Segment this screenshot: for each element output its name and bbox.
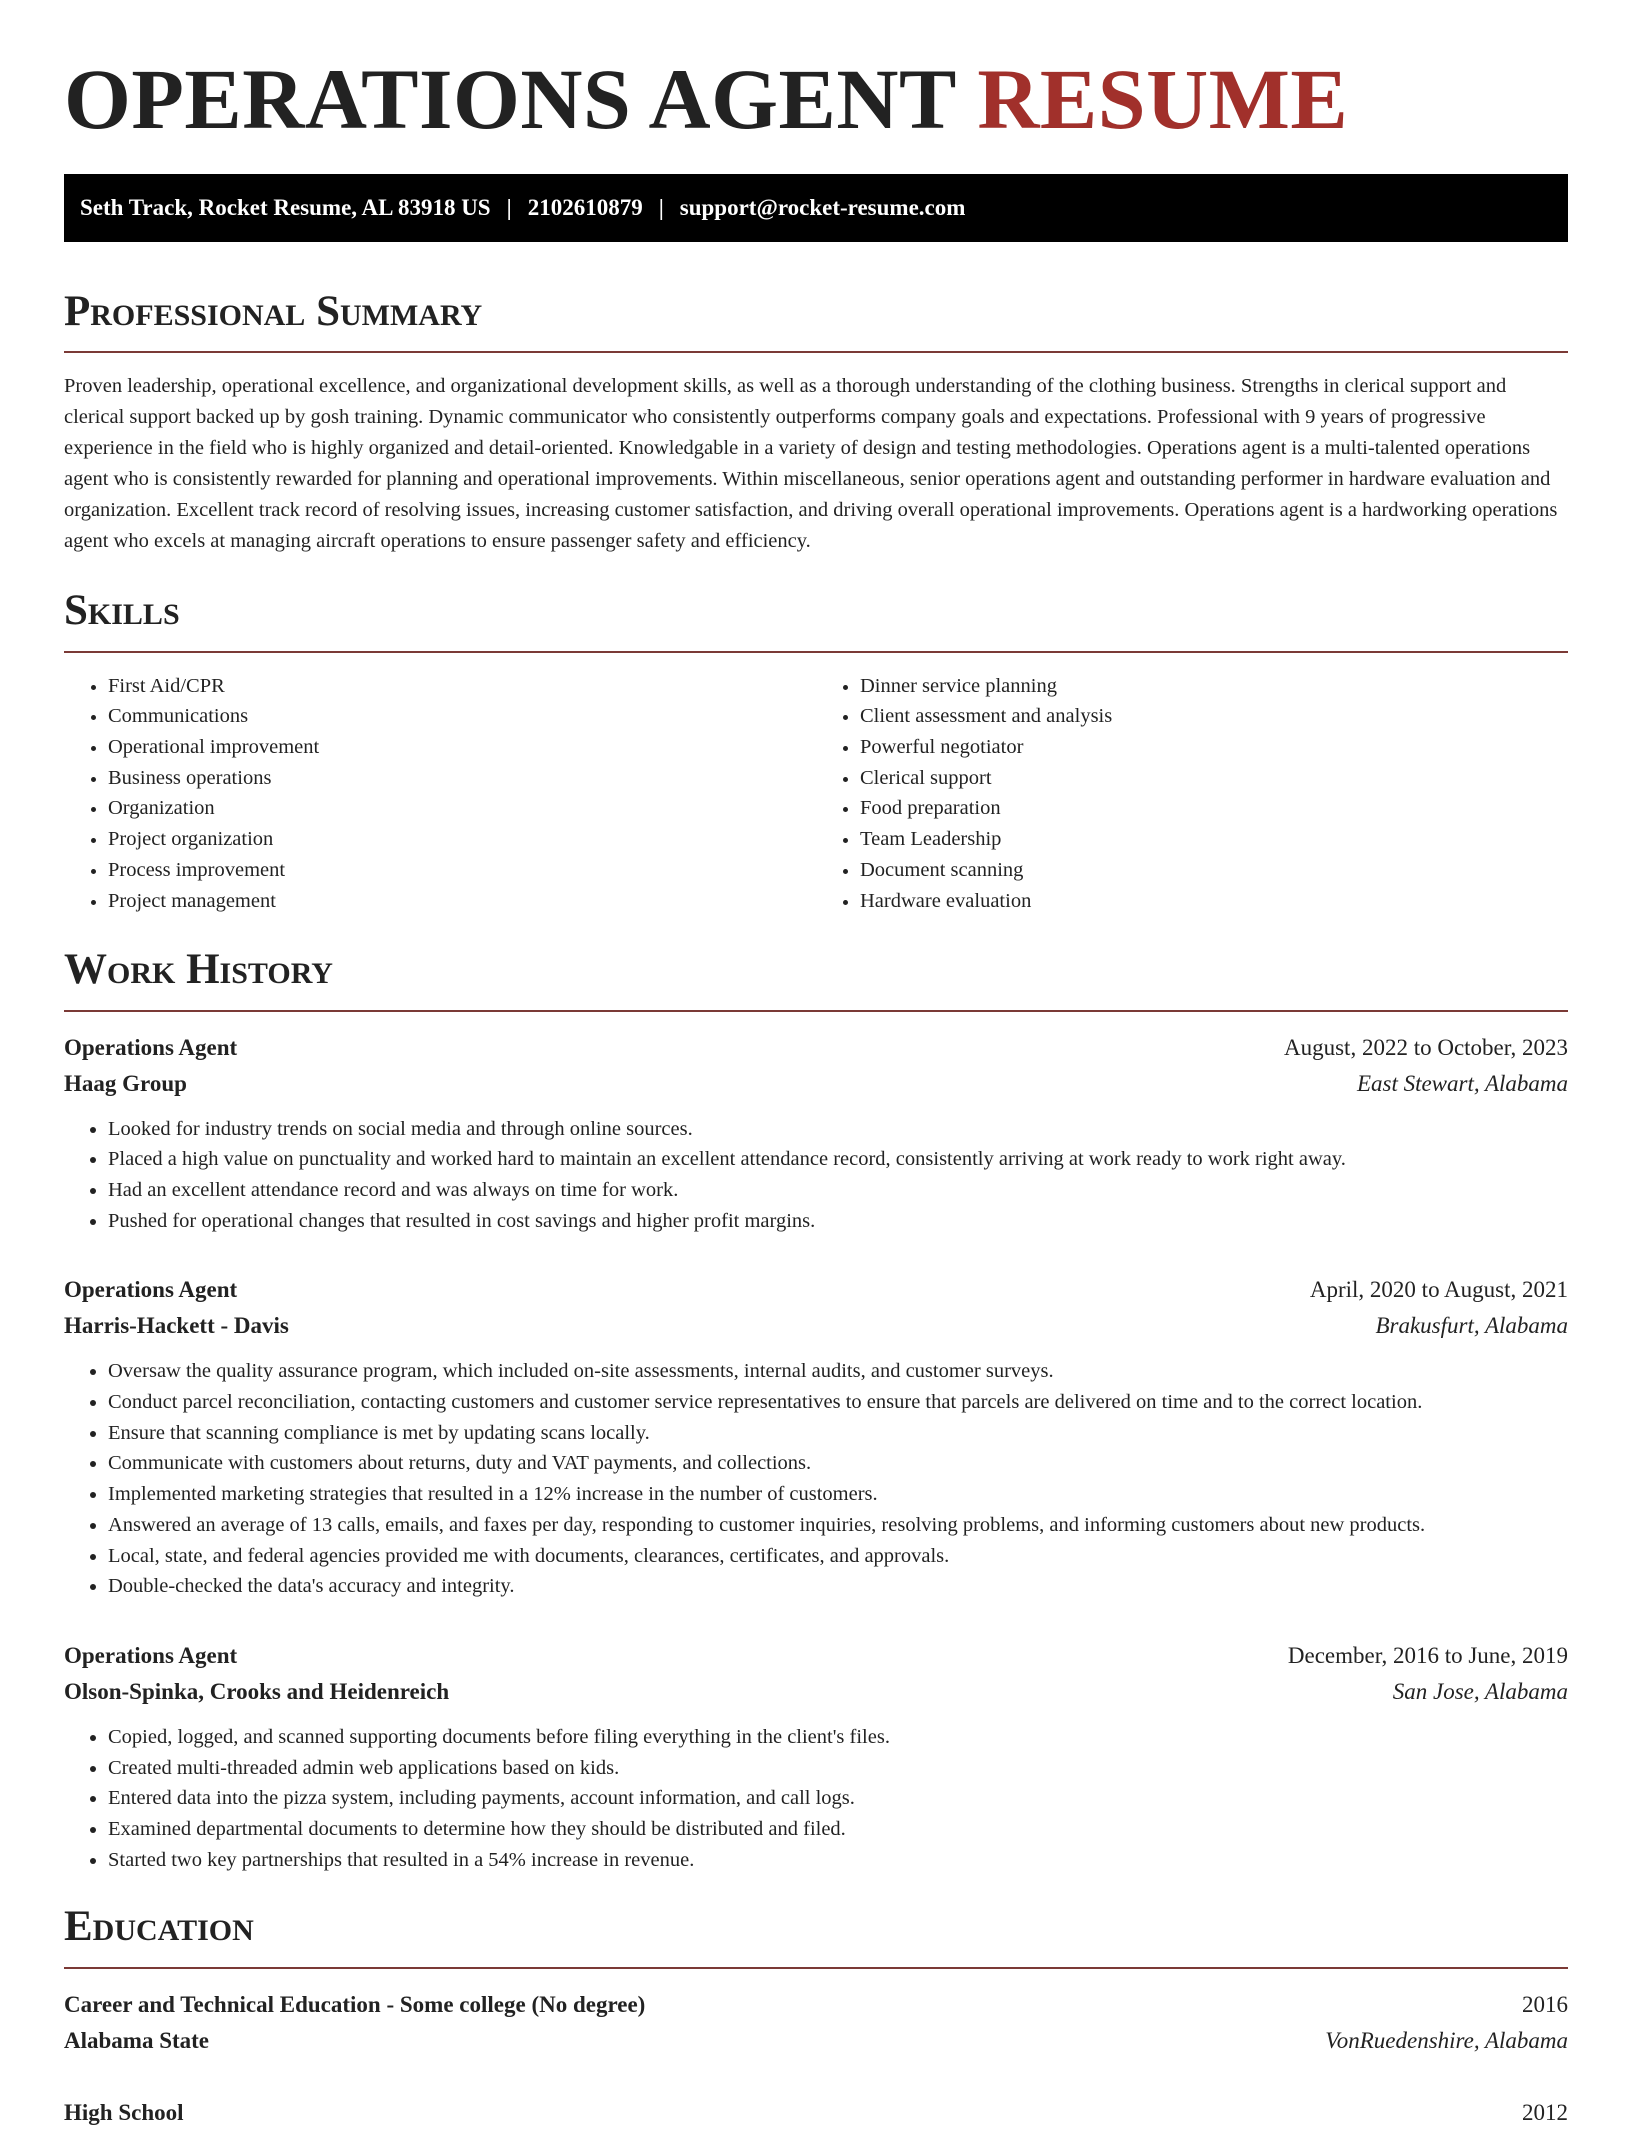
job-title-row — [64, 1030, 1568, 1066]
job-title: Operations Agent — [64, 1642, 238, 1668]
skill-item: • Document scanning — [860, 855, 1568, 886]
job-bullet: • Had an excellent attendance record and was always on time for work. — [108, 1175, 1568, 1206]
education-degree-row — [64, 2095, 1568, 2131]
skill-item: • Operational improvement — [108, 732, 816, 763]
skill-item: • Project organization — [108, 824, 816, 855]
job-title: Operations Agent — [64, 1034, 238, 1060]
job-company: Harris-Hackett - Davis — [64, 1313, 289, 1339]
job-entry — [64, 1272, 1568, 1602]
job-dates: August, 2022 to October, 2023 — [1284, 1034, 1568, 1060]
job-location: East Stewart, Alabama — [1356, 1070, 1568, 1096]
title-accent: RESUME — [977, 51, 1349, 147]
skill-item: • Team Leadership — [860, 824, 1568, 855]
job-location: San Jose, Alabama — [1392, 1678, 1568, 1704]
job-bullet: • Ensure that scanning compliance is met by updating scans locally. — [108, 1418, 1568, 1449]
education-year: 2016 — [1522, 1991, 1568, 2017]
job-bullets — [64, 1722, 1568, 1876]
job-bullet: • Started two key partnerships that resulted in a 54% increase in revenue. — [108, 1845, 1568, 1876]
section-divider — [64, 1010, 1568, 1012]
skill-item: • Hardware evaluation — [860, 886, 1568, 917]
education-degree: High School — [64, 2099, 184, 2125]
skills-section — [64, 587, 1568, 916]
contact-address: Seth Track, Rocket Resume, AL 83918 US — [80, 195, 491, 220]
section-divider — [64, 351, 1568, 353]
skill-item: • Communications — [108, 701, 816, 732]
job-entry — [64, 1030, 1568, 1237]
job-company-row — [64, 1308, 1568, 1344]
skills-right-list — [816, 671, 1568, 917]
job-title: Operations Agent — [64, 1277, 238, 1303]
job-bullets — [64, 1114, 1568, 1237]
summary-text: Proven leadership, operational excellence, and organizational development skills, as well as a thorough understanding of the clothing business. Strengths in clerical support and clerical support backed up by gosh training. Dynamic communicator who consistently outperforms company goals and expectations. Professional with 9 years of progressive experience in the field who is highly organized and detail-oriented. Knowledgable in a variety of design and testing methodologies. Operations agent is a multi-talented operations agent who is consistently rewarded for planning and operational improvements. Within miscellaneous, senior operations agent and outstanding performer in hardware evaluation and organization. Excellent track record of resolving issues, increasing customer satisfaction, and driving overall operational improvements. Operations agent is a hardworking operations agent who excels at managing aircraft operations to ensure passenger safety and efficiency. — [64, 375, 1558, 553]
summary-heading: Professional Summary — [64, 288, 483, 335]
skill-item: • Business operations — [108, 763, 816, 794]
job-title-row — [64, 1638, 1568, 1674]
job-dates: December, 2016 to June, 2019 — [1287, 1642, 1568, 1668]
resume-title — [64, 51, 1568, 147]
education-school: Alabama State — [64, 2027, 210, 2053]
job-bullet: • Local, state, and federal agencies provided me with documents, clearances, certificates, and approvals. — [108, 1541, 1568, 1572]
job-dates: April, 2020 to August, 2021 — [1309, 1277, 1568, 1303]
contact-separator: | — [658, 195, 664, 220]
skill-item: • First Aid/CPR — [108, 671, 816, 702]
job-bullet: • Answered an average of 13 calls, emails, and faxes per day, responding to customer inquiries, resolving problems, and informing customers about new products. — [108, 1510, 1568, 1541]
skill-item: • Dinner service planning — [860, 671, 1568, 702]
job-bullet: • Communicate with customers about returns, duty and VAT payments, and collections. — [108, 1448, 1568, 1479]
job-company-row — [64, 1066, 1568, 1102]
education-section — [64, 1903, 1568, 2130]
job-entry — [64, 1638, 1568, 1876]
skill-item: • Food preparation — [860, 793, 1568, 824]
job-bullet: • Double-checked the data's accuracy and integrity. — [108, 1571, 1568, 1602]
skill-item: • Project management — [108, 886, 816, 917]
education-degree: Career and Technical Education - Some college (No degree) — [64, 1991, 646, 2017]
education-entry — [64, 2095, 1568, 2131]
job-bullet: • Created multi-threaded admin web applications based on kids. — [108, 1753, 1568, 1784]
education-school-row — [64, 2023, 1568, 2059]
education-location: VonRuedenshire, Alabama — [1325, 2027, 1568, 2053]
job-bullets — [64, 1356, 1568, 1602]
job-bullet: • Placed a high value on punctuality and worked hard to maintain an excellent attendance record, consistently arriving at work ready to work right away. — [108, 1144, 1568, 1175]
contact-email: support@rocket-resume.com — [679, 195, 966, 220]
skills-left-list — [64, 671, 816, 917]
job-bullet: • Copied, logged, and scanned supporting documents before filing everything in the client's files. — [108, 1722, 1568, 1753]
education-entry — [64, 1987, 1568, 2059]
skill-item: • Organization — [108, 793, 816, 824]
job-company: Haag Group — [64, 1070, 187, 1096]
contact-bar — [64, 174, 1568, 242]
skill-item: • Powerful negotiator — [860, 732, 1568, 763]
education-year: 2012 — [1522, 2099, 1568, 2125]
job-bullet: • Entered data into the pizza system, including payments, account information, and call logs. — [108, 1783, 1568, 1814]
education-heading: Education — [64, 1903, 254, 1951]
work-heading: Work History — [64, 946, 333, 994]
summary-section — [64, 288, 1568, 557]
job-bullet: • Conduct parcel reconciliation, contacting customers and customer service representatives to ensure that parcels are delivered on time and to the correct location. — [108, 1387, 1568, 1418]
job-bullet: • Pushed for operational changes that resulted in cost savings and higher profit margins. — [108, 1206, 1568, 1237]
job-company-row — [64, 1674, 1568, 1710]
skills-heading: Skills — [64, 587, 180, 635]
education-degree-row — [64, 1987, 1568, 2023]
job-title-row — [64, 1272, 1568, 1308]
skill-item: • Process improvement — [108, 855, 816, 886]
job-bullet: • Oversaw the quality assurance program, which included on-site assessments, internal audits, and customer surveys. — [108, 1356, 1568, 1387]
job-location: Brakusfurt, Alabama — [1375, 1313, 1568, 1339]
job-company: Olson-Spinka, Crooks and Heidenreich — [64, 1678, 450, 1704]
job-bullet: • Looked for industry trends on social media and through online sources. — [108, 1114, 1568, 1145]
skill-item: • Clerical support — [860, 763, 1568, 794]
contact-separator: | — [506, 195, 512, 220]
section-divider — [64, 1967, 1568, 1969]
contact-phone: 2102610879 — [527, 195, 643, 220]
work-section — [64, 946, 1568, 1875]
section-divider — [64, 651, 1568, 653]
skill-item: • Client assessment and analysis — [860, 701, 1568, 732]
title-main: OPERATIONS AGENT — [64, 51, 956, 147]
skills-columns — [64, 671, 1568, 917]
job-bullet: • Examined departmental documents to determine how they should be distributed and filed. — [108, 1814, 1568, 1845]
job-bullet: • Implemented marketing strategies that resulted in a 12% increase in the number of customers. — [108, 1479, 1568, 1510]
